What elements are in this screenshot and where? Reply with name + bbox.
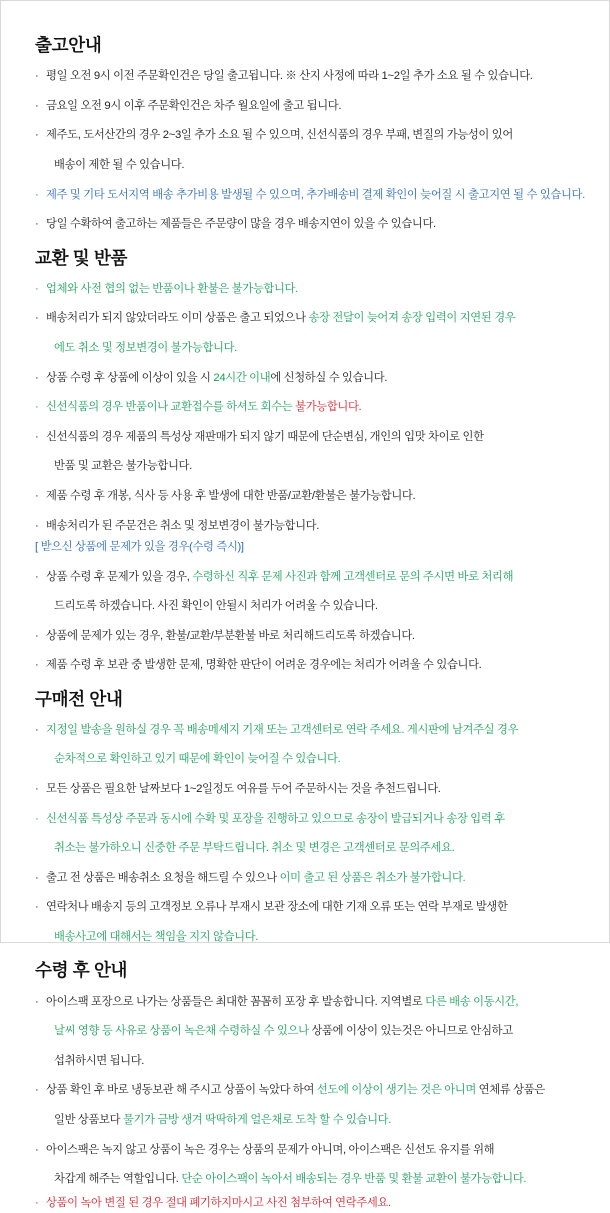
notice-line [35,457,587,475]
bullet-icon: · [35,570,39,583]
text-run: 취소는 불가하오니 신중한 주문 부탁드립니다. 취소 및 변경은 고객센터로 문의주세요. [54,842,455,855]
bullet-icon: · [35,401,39,414]
text-run: 물기가 금방 생겨 딱딱하게 얼은채로 도착 할 수 있습니다. [122,1114,392,1126]
notice-line [35,869,587,887]
text-run: 에도 취소 및 정보변경이 불가능합니다. [54,342,237,355]
bullet-icon: · [35,1197,39,1210]
line-text [46,189,585,201]
line-text [46,571,513,583]
bullet-icon: · [35,783,39,796]
text-run: [ 받으신 상품에 문제가 있을 경우(수령 즉시)] [35,540,244,553]
text-run: 반품 및 교환은 불가능합니다. [54,460,192,473]
notice-line [35,428,587,446]
line-text [46,218,436,230]
text-run: 아이스팩은 녹지 않고 상품이 녹은 경우는 상품의 문제가 아니며, 아이스팩은 신선도 유지를 위해 [46,1143,495,1156]
notice-line [35,839,587,857]
notice-line [35,1194,587,1212]
text-run: 24시간 이내 [213,371,271,384]
notice-line [35,309,587,327]
text-run: 신선식품의 경우 반품이나 교환접수를 하셔도 회수는 [46,401,296,414]
notice-line [35,1141,587,1159]
bullet-icon: · [35,1084,39,1097]
text-run: 연체류 상품은 [475,1084,545,1097]
notice-line [35,369,587,387]
text-run: 출고 전 상품은 배송취소 요청을 해드릴 수 있으나 [46,871,280,884]
text-run: 업체와 사전 협의 없는 반품이나 환불은 불가능합니다. [46,282,298,295]
text-run: 신선식품의 경우 제품의 특성상 재판매가 되지 않기 때문에 단순변심, 개인의 입맛 차이로 인한 [46,430,484,443]
line-text [46,1173,526,1185]
line-text [35,541,244,553]
notice-line [35,993,587,1011]
bullet-icon: · [35,490,39,503]
line-text [46,100,341,112]
notice-line [35,597,587,615]
bullet-icon: · [35,995,39,1008]
text-run: 모든 상품은 필요한 날짜보다 1~2일정도 여유를 두어 주문하시는 것을 추천드립니다. [46,783,441,796]
text-run: 배송사고에 대해서는 책임을 지지 않습니다. [54,931,259,944]
bullet-icon: · [35,901,39,914]
line-text [46,159,184,171]
text-run: 불가능합니다. [295,401,362,414]
section-title: 구매전 안내 [35,688,123,709]
bullet-icon: · [35,519,39,532]
notice-line [35,1052,587,1070]
section-lines [35,67,587,233]
bullet-icon: · [35,659,39,672]
line-text [46,1025,513,1037]
text-run: 일반 상품보다 [54,1114,123,1126]
section-lines [35,993,587,1213]
text-run: 섭취하시면 됩니다. [54,1054,145,1067]
bullet-icon: · [35,871,39,884]
notice-line [35,1111,587,1129]
text-run: 단순 아이스팩이 녹아서 배송되는 경우 반품 및 환불 교환이 불가능합니다. [181,1173,527,1186]
bullet-icon: · [35,723,39,736]
text-run: 제품 수령 후 보관 중 발생한 문제, 명확한 판단이 어려운 경우에는 처리가 어려울 수 있습니다. [46,659,482,672]
text-run: 상품 수령 후 문제가 있을 경우, [46,570,193,583]
notice-section [35,960,587,1212]
bullet-icon: · [35,430,39,443]
bullet-icon: · [35,312,39,325]
text-run: 제주 및 기타 도서지역 배송 추가비용 발생될 수 있으며, 추가배송비 결제 확인이 늦어질 시 출고지연 될 수 있습니다. [46,188,585,201]
line-text [46,401,361,413]
line-text [46,460,192,472]
text-run: 지정일 발송을 원하실 경우 꼭 [46,723,187,736]
line-text [46,283,298,295]
line-text [46,431,484,443]
notice-line [35,1081,587,1099]
notice-line [35,97,587,115]
line-text [46,724,518,736]
notice-line [35,487,587,505]
bullet-icon: · [35,129,39,142]
notice-line [35,721,587,739]
text-run: 선도에 이상이 생기는 것은 아니며 [316,1084,476,1097]
notice-line [35,568,587,586]
text-run: 아이스팩 포장으로 나가는 상품들은 최대한 꼼꼼히 포장 후 발송합니다. 지역별로 [46,995,426,1008]
notice-line [35,928,587,946]
notice-line [35,126,587,144]
notice-line [35,398,587,416]
line-text [46,931,258,943]
line-text [46,1084,545,1096]
notice-line [35,67,587,85]
bullet-icon: · [35,218,39,231]
notice-section [35,248,587,675]
line-text [46,753,340,765]
line-text [46,600,378,612]
section-lines [35,721,587,946]
line-text [46,1144,494,1156]
line-text [46,520,319,532]
section-lines [35,280,587,675]
text-run: 드리도록 하겠습니다. 사진 확인이 안될시 처리가 어려울 수 있습니다. [54,600,378,613]
notice-line [35,898,587,916]
notice-line [35,186,587,204]
line-text [46,659,481,671]
text-run: 연락처나 배송지 등의 고객정보 오류나 부재시 보관 장소에 대한 기재 오류 또는 연락 부재로 발생한 [46,901,508,914]
text-run: 수령하신 직후 문제 사진과 함께 고객센터로 문의 주시면 바로 처리해 [192,570,514,583]
bullet-icon: · [35,371,39,384]
line-text [46,901,508,913]
text-run: 제주도, 도서산간의 경우 2~3일 추가 소요 될 수 있으며, 신선식품의 경우 부패, 변질의 가능성이 있어 [46,129,513,142]
line-text [46,70,533,82]
line-text [46,1114,391,1126]
text-run: 신선식품 특성상 주문과 동시에 수확 및 포장을 진행하고 있으므로 송장이 발급되거나 송장 입력 후 [46,812,505,825]
text-run: ※ 산지 사정에 따라 1~2일 추가 소요 될 수 있습니다. [285,70,533,83]
section-title: 출고안내 [35,35,102,55]
notice-line [35,750,587,768]
text-run: 다른 배송 이동시간, [425,995,519,1008]
text-run: 순차적으로 확인하고 있기 때문에 확인이 늦어질 수 있습니다. [54,753,341,766]
notice-section [35,35,587,234]
text-run: 이미 출고 된 상품은 취소가 불가합니다. [279,871,466,884]
line-text [46,1055,144,1067]
text-run: 당일 수확하여 출고하는 제품들은 주문량이 많을 경우 배송지연이 있을 수 있습니다. [46,218,436,231]
text-run: 배송메세지 기재 또는 고객센터 [186,723,333,736]
line-text [46,872,465,884]
text-run: 배송이 제한 될 수 있습니다. [54,159,185,172]
section-title: 수령 후 안내 [35,960,128,981]
bullet-icon: · [35,629,39,642]
line-text [46,1197,391,1209]
bullet-icon: · [35,188,39,201]
text-run: 제품 수령 후 개봉, 식사 등 사용 후 발생에 대한 반품/교환/환불은 불가능합니다. [46,490,416,503]
text-run: 상품이 녹아 변질 된 경우 절대 폐기하지마시고 사진 첨부하여 연락주세요. [46,1197,391,1210]
notice-line [35,156,587,174]
notice-line [35,280,587,298]
notice-sections [35,35,587,1213]
notice-line [35,656,587,674]
bullet-icon: · [35,70,39,83]
notice-subheading [35,538,587,556]
text-run: 배송처리가 된 주문건은 취소 및 정보변경이 불가능합니다. [46,519,320,532]
text-run: 상품 수령 후 상품에 이상이 있을 시 [46,371,214,384]
text-run: 금요일 오전 9시 이후 주문확인건은 차주 월요일에 출고 됩니다. [46,99,342,112]
notice-section [35,689,587,947]
notice-line [35,780,587,798]
line-text [46,490,415,502]
notice-line [35,1170,587,1188]
notice-line [35,215,587,233]
bullet-icon: · [35,282,39,295]
line-text [46,783,441,795]
text-run: 상품에 이상이 있는것은 아니므로 안심하고 [311,1025,513,1038]
line-text [46,813,505,825]
text-run: 차갑게 해주는 역할입니다. [54,1173,182,1186]
notice-line [35,1022,587,1040]
line-text [46,630,415,642]
section-title: 교환 및 반품 [35,247,128,268]
line-text [46,996,518,1008]
text-run: 평일 오전 9시 이전 주문확인건은 당일 출고됩니다. [46,70,286,83]
bullet-icon: · [35,812,39,825]
line-text [46,342,237,354]
text-run: 에 신청하실 수 있습니다. [270,371,388,384]
bullet-icon: · [35,99,39,112]
line-text [46,129,513,141]
text-run: 날씨 영향 등 사유로 상품이 녹은채 수령하실 수 있으나 [54,1025,312,1038]
text-run: 상품에 문제가 있는 경우, 환불/교환/부분환불 바로 처리해드리도록 하겠습니다. [46,629,415,642]
text-run: 송장 전달이 늦어져 송장 입력이 지연된 경우 [308,312,516,325]
line-text [46,842,454,854]
text-run: 상품 확인 후 바로 냉동보관 해 주시고 상품이 녹았다 하여 [46,1084,317,1097]
bullet-icon: · [35,1143,39,1156]
text-run: 배송처리가 되지 않았더라도 이미 상품은 출고 되었으나 [46,312,309,325]
text-run: 로 연락 주세요. 게시판에 남겨주실 경우 [332,723,519,736]
notice-line [35,810,587,828]
line-text [46,312,515,324]
line-text [46,372,387,384]
notice-line [35,339,587,357]
notice-line [35,517,587,535]
notice-line [35,627,587,645]
